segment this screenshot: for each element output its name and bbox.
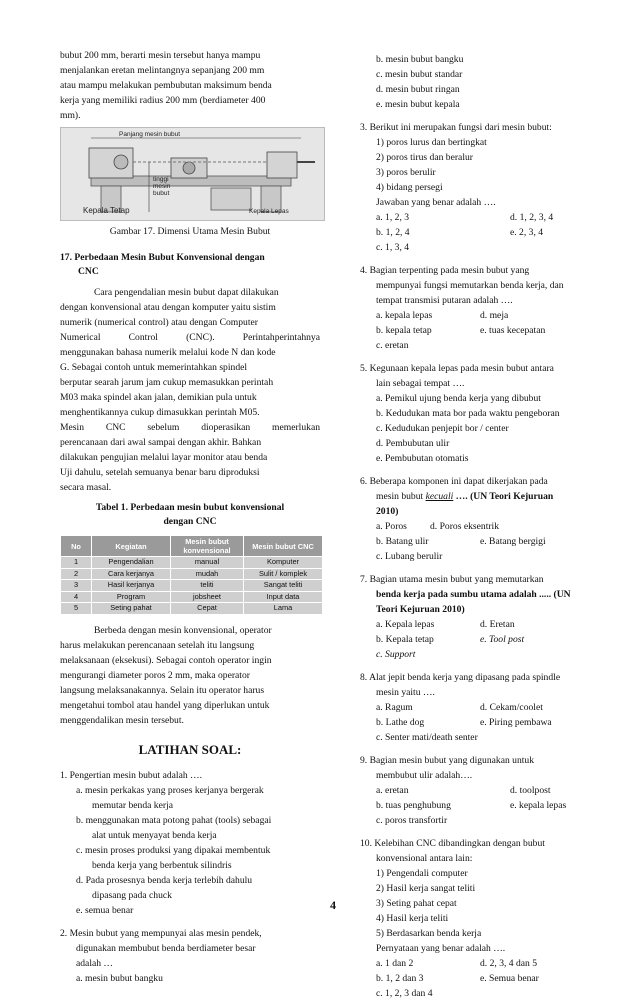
text-line: Berbeda dengan mesin konvensional, operator <box>94 624 272 636</box>
question-1 <box>60 768 320 918</box>
option-cont: dipasang pada chuck <box>92 889 172 901</box>
question-stem <box>360 489 586 504</box>
table-cell: 4 <box>61 591 92 603</box>
table-row <box>61 591 323 603</box>
option: c. Support <box>376 649 416 660</box>
choice-row <box>360 534 586 549</box>
option: d. mesin bubut ringan <box>376 84 460 95</box>
table-cell: 3 <box>61 580 92 592</box>
option: d. Pembubutan ulir <box>376 438 450 449</box>
exercise-title: LATIHAN SOAL: <box>138 741 242 757</box>
question-stem: 9. Bagian mesin bubut yang digunakan untuk <box>360 755 534 766</box>
table-cell: Pengendalian <box>92 557 171 569</box>
option-cont: memutar benda kerja <box>92 799 173 811</box>
option: e. mesin bubut kepala <box>376 99 460 110</box>
option: e. Tool post <box>480 634 525 645</box>
text-line: mm). <box>60 110 81 121</box>
option: b. Batang ulir <box>376 536 429 547</box>
option: d. Pada prosesnya benda kerja terlebih dahulu <box>76 874 253 886</box>
heading-line: 17. Perbedaan Mesin Bubut Konvensional dengan <box>60 252 265 263</box>
question-stem: 4. Bagian terpenting pada mesin bubut yang <box>360 265 530 276</box>
option: e. semua benar <box>76 904 134 916</box>
option: a. 1 dan 2 <box>376 958 414 969</box>
option: e. Pembubutan otomatis <box>376 453 469 464</box>
text-line: M03 maka spindel akan jalan, demikian pula untuk <box>60 392 257 403</box>
table-cell: 5 <box>61 603 92 615</box>
question-stem: adalah … <box>76 957 114 969</box>
list-item: 3) poros berulir <box>376 167 436 178</box>
choice-row <box>360 519 586 534</box>
table-header: Mesin bubut CNC <box>244 536 323 557</box>
question-5 <box>360 361 586 466</box>
option: b. Kepala tetap <box>376 634 434 645</box>
choice-row <box>360 971 586 986</box>
table-cell: 2 <box>61 568 92 580</box>
option: e. Semua benar <box>480 973 539 984</box>
option: d. 1, 2, 3, 4 <box>510 212 554 223</box>
option: c. Kedudukan penjepit bor / center <box>376 423 509 434</box>
option: d. toolpost <box>510 785 551 796</box>
text-line: menggunakan bahasa numerik melalui kode N dan kode <box>60 347 276 358</box>
right-column <box>360 52 586 1001</box>
list-item: 4) bidang persegi <box>376 182 443 193</box>
figure-caption: Gambar 17. Dimensi Utama Mesin Bubut <box>109 226 271 237</box>
option: a. eretan <box>376 785 409 796</box>
question-stem: benda kerja pada sumbu utama adalah ..... (UN <box>376 589 571 600</box>
option: a. Kepala lepas <box>376 619 435 630</box>
text-line: atau mampu melakukan pembubutan maksimum benda <box>60 80 272 91</box>
question-7 <box>360 572 586 662</box>
option: c. mesin bubut standar <box>376 69 463 80</box>
option: d. Poros eksentrik <box>430 521 500 532</box>
option-cont: benda kerja yang berbentuk silindris <box>92 859 232 871</box>
choice-row <box>360 225 586 240</box>
option: b. tuas penghubung <box>376 800 451 811</box>
text-line: G. Sebagai contoh untuk memerintahkan spindel <box>60 362 248 373</box>
choice-row <box>360 700 586 715</box>
choice-row <box>360 308 586 323</box>
list-item: 2) Hasil kerja sangat teliti <box>376 883 476 894</box>
question-stem: tempat transmisi putaran adalah …. <box>376 295 513 306</box>
list-item: 1) poros lurus dan bertingkat <box>376 137 487 148</box>
table-header: Kegiatan <box>92 536 171 557</box>
table-cell: 1 <box>61 557 92 569</box>
question-9 <box>360 753 586 828</box>
option: b. Kedudukan mata bor pada waktu pengeboran <box>376 408 560 419</box>
question-stem: membubut ulir adalah…. <box>376 770 473 781</box>
question-stem: konvensional antara lain: <box>376 853 473 864</box>
question-stem: lain sebagai tempat …. <box>376 378 465 389</box>
option: b. 1, 2 dan 3 <box>376 973 424 984</box>
question-stem: 3. Berikut ini merupakan fungsi dari mesin bubut: <box>360 122 552 133</box>
choice-row <box>360 210 586 225</box>
text-line: mengetahui tombol atau handel yang diperlukan untuk <box>60 699 270 711</box>
option: d. 2, 3, 4 dan 5 <box>480 958 538 969</box>
choice-row <box>360 715 586 730</box>
option: a. kepala lepas <box>376 310 433 321</box>
intro-paragraph <box>60 48 320 123</box>
text-line: bubut 200 mm, berarti mesin tersebut hanya mampu <box>60 50 261 61</box>
table-cell: Lama <box>244 603 323 615</box>
option: a. Pemikul ujung benda kerja yang dibubut <box>376 393 541 404</box>
option: e. 2, 3, 4 <box>510 227 544 238</box>
table-cell: Program <box>92 591 171 603</box>
table-row <box>61 603 323 615</box>
table-header: No <box>61 536 92 557</box>
table-title <box>60 501 320 529</box>
source-text: Teori Kejuruan 2010) <box>376 604 465 615</box>
table-cell: jobsheet <box>171 591 244 603</box>
option-cont: alat untuk menyayat benda kerja <box>92 829 217 841</box>
text-line: Uji dahulu, setelah semuanya benar baru diproduksi <box>60 467 260 478</box>
table-row <box>61 580 323 592</box>
choice-row <box>360 956 586 971</box>
text-line: Numerical Control (CNC). Perintahperintahnya <box>60 332 320 343</box>
question-stem: digunakan membubut benda berdiameter besar <box>76 942 256 954</box>
option: b. menggunakan mata potong pahat (tools) sebagai <box>76 814 272 826</box>
list-item: 4) Hasil kerja teliti <box>376 913 449 924</box>
text-line: harus melakukan perencanaan setelah itu langsung <box>60 639 255 651</box>
list-item: 3) Seting pahat cepat <box>376 898 457 909</box>
option: c. Senter mati/death senter <box>376 732 478 743</box>
comparison-table <box>60 535 323 615</box>
table-cell: manual <box>171 557 244 569</box>
lathe-dimension-figure <box>60 127 325 221</box>
list-item: 5) Berdasarkan benda kerja <box>376 928 482 939</box>
figure-label: Panjang mesin bubut <box>119 131 181 138</box>
text-line: melaksanaan (eksekusi). Sebagai contoh operator ingin <box>60 654 272 666</box>
question-stem: 5. Kegunaan kepala lepas pada mesin bubut antara <box>360 363 554 374</box>
table-cell: Komputer <box>244 557 323 569</box>
option: a. Ragum <box>376 702 413 713</box>
option: c. 1, 3, 4 <box>376 242 410 253</box>
option: c. mesin proses produksi yang dipakai membentuk <box>76 844 271 856</box>
option: a. mesin bubut bangku <box>76 972 163 984</box>
option: c. poros transfortir <box>376 815 448 826</box>
text-line: numerik (numerical control) atau dengan Computer <box>60 317 258 328</box>
option: d. Cekam/coolet <box>480 702 543 713</box>
option: e. Piring pembawa <box>480 717 552 728</box>
table-cell: Sangat teliti <box>244 580 323 592</box>
question-stem: 2. Mesin bubut yang mempunyai alas mesin pendek, <box>60 927 262 939</box>
choice-row <box>360 240 586 255</box>
option: b. mesin bubut bangku <box>376 54 464 65</box>
text-line: dengan konvensional atau dengan komputer yaitu sistim <box>60 302 276 313</box>
option: a. Poros <box>376 521 407 532</box>
question-stem: 10. Kelebihan CNC dibandingkan dengan bubut <box>360 838 545 849</box>
text-line: langsung melaksanakannya. Selain itu operator harus <box>60 684 265 696</box>
page-number: 4 <box>330 898 336 912</box>
table-cell: teliti <box>171 580 244 592</box>
left-column <box>60 48 320 986</box>
operator-paragraph <box>60 623 320 728</box>
question-6 <box>360 474 586 564</box>
answer-lead: Pernyataan yang benar adalah …. <box>376 943 506 954</box>
answer-lead: Jawaban yang benar adalah …. <box>376 197 496 208</box>
option: b. Lathe dog <box>376 717 425 728</box>
option: d. Eretan <box>480 619 515 630</box>
section-heading <box>60 251 320 279</box>
table-cell: mudah <box>171 568 244 580</box>
option: e. Batang bergigi <box>480 536 546 547</box>
text-line: perencanaan dari awal sampai dengan akhir. Bahkan <box>60 437 262 448</box>
figure-label: Kepala Lepas <box>249 208 289 215</box>
source-text: …. (UN Teori Kejuruan <box>453 491 554 502</box>
option: c. Lubang berulir <box>376 551 443 562</box>
table-header: Mesin bubut konvensional <box>171 536 244 557</box>
heading-line: CNC <box>78 266 99 277</box>
text-line: berputar searah jarum jam cukup memasukkan perintah <box>60 377 274 388</box>
question-stem: 7. Bagian utama mesin bubut yang memutarkan <box>360 574 544 585</box>
text-line: menjalankan eretan melintangnya sepanjang 200 mm <box>60 65 265 76</box>
question-10 <box>360 836 586 1001</box>
table-title-line: dengan CNC <box>163 516 217 527</box>
question-stem: 8. Alat jepit benda kerja yang dipasang pada spindle <box>360 672 561 683</box>
text-line: menggendalikan mesin tersebut. <box>60 714 184 726</box>
list-item: 1) Pengendali computer <box>376 868 468 879</box>
figure-label: Kepala Tetap <box>83 206 130 215</box>
question-stem: mempunyai fungsi memutarkan benda kerja, dan <box>376 280 564 291</box>
stem-text: mesin bubut <box>376 491 426 502</box>
table-cell: Cara kerjanya <box>92 568 171 580</box>
text-line: Cara pengendalian mesin bubut dapat dilakukan <box>94 287 279 298</box>
table-cell: Cepat <box>171 603 244 615</box>
table-cell: Hasil kerjanya <box>92 580 171 592</box>
cnc-paragraph <box>60 285 320 495</box>
source-text: 2010) <box>376 506 399 517</box>
table-cell: Seting pahat <box>92 603 171 615</box>
option: b. 1, 2, 4 <box>376 227 410 238</box>
text-line: secara masal. <box>60 482 112 493</box>
choice-row <box>360 323 586 338</box>
text-line: Mesin CNC sebelum dioperasikan memerlukan <box>60 422 320 433</box>
question-stem: 6. Beberapa komponen ini dapat dikerjakan pada <box>360 476 548 487</box>
question-2 <box>60 926 320 986</box>
question-3 <box>360 120 586 255</box>
choice-row <box>360 632 586 647</box>
table-cell: Sulit / komplek <box>244 568 323 580</box>
question-2-continued <box>360 52 586 112</box>
question-8 <box>360 670 586 745</box>
table-row <box>61 557 323 569</box>
question-stem: 1. Pengertian mesin bubut adalah …. <box>60 769 203 781</box>
option: a. mesin perkakas yang proses kerjanya bergerak <box>76 784 264 796</box>
option: e. kepala lepas <box>510 800 567 811</box>
table-row <box>61 568 323 580</box>
figure-label: tinggi mesin bubut <box>153 176 171 197</box>
option: e. tuas kecepatan <box>480 325 546 336</box>
choice-row <box>360 783 586 798</box>
option: a. 1, 2, 3 <box>376 212 410 223</box>
emphasis-text: kecuali <box>425 491 454 502</box>
text-line: kerja yang memiliki radius 200 mm (berdiameter 400 <box>60 95 266 106</box>
question-stem: mesin yaitu …. <box>376 687 435 698</box>
question-4 <box>360 263 586 353</box>
option: d. meja <box>480 310 509 321</box>
option: c. 1, 2, 3 dan 4 <box>376 988 433 999</box>
choice-row <box>360 798 586 813</box>
option: b. kepala tetap <box>376 325 432 336</box>
choice-row <box>360 617 586 632</box>
option: c. eretan <box>376 340 409 351</box>
text-line: dilakukan pengujian melalui layar monitor atau benda <box>60 452 268 463</box>
text-line: mengurangi diameter poros 2 mm, maka operator <box>60 669 250 681</box>
text-line: menghentikannya cukup dimasukkan perintah M05. <box>60 407 260 418</box>
table-cell: Input data <box>244 591 323 603</box>
table-title-line: Tabel 1. Perbedaan mesin bubut konvensional <box>95 502 285 513</box>
list-item: 2) poros tirus dan beralur <box>376 152 473 163</box>
